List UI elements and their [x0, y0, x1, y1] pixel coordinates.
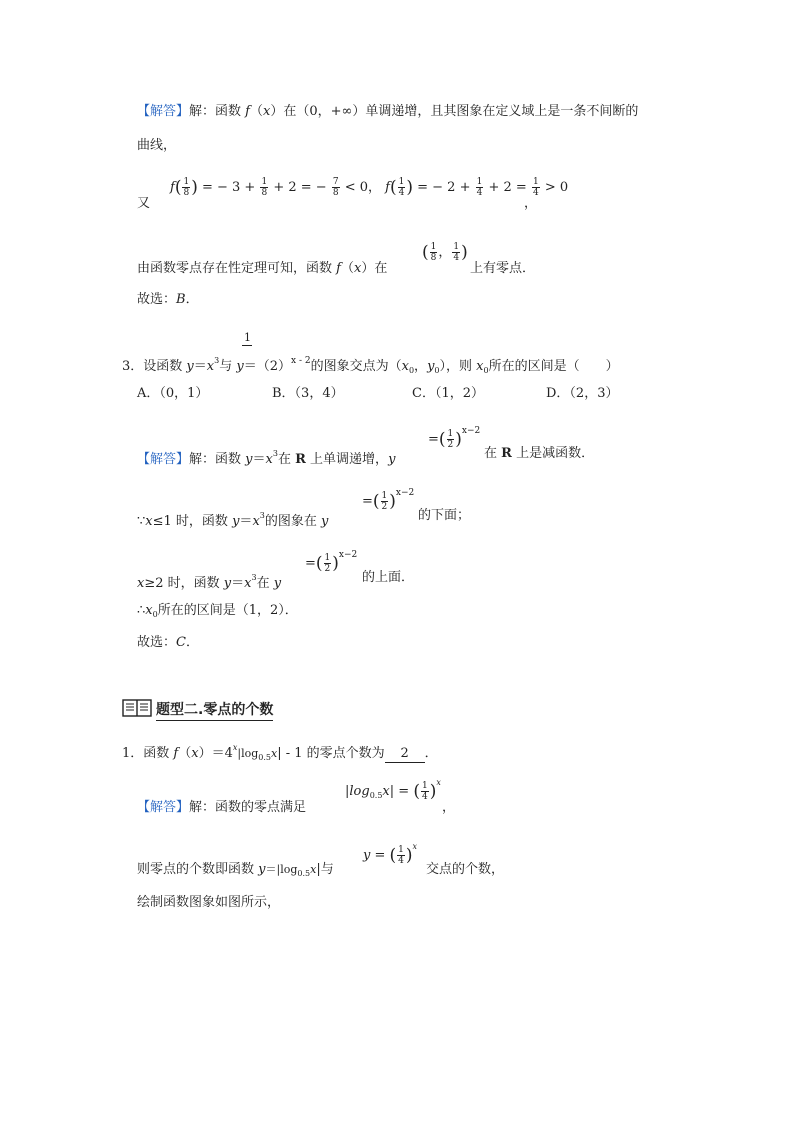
choice-line: 故选：C． — [137, 635, 199, 650]
solution3-line-3: x≥2 时，函数 $y=x^3$在 y — [137, 573, 282, 591]
half-power-expression: =( $\frac{1}{2}$ )$^{x-2}$ — [362, 488, 415, 512]
solution1-line-3: 绘制函数图象如图所示， — [137, 895, 281, 910]
solution1-line-2: 则零点的个数即函数 $y=|\log_{0.5}x|$与 — [137, 862, 334, 878]
solution3-line-4: $\therefore x_0$所在的区间是（1，2）． — [137, 603, 298, 619]
section-title: 题型二.零点的个数 — [156, 699, 273, 721]
answer-tag: 【解答】 — [137, 452, 190, 467]
question-3: 3．设函数 $y=x^3$与 $y=(2)^{x - 2}$的图象交点为（$x_0$，$y_0$），则 $x_0$所在的区间是（ ） — [122, 356, 619, 375]
interval-expression: ( $\frac{1}{8}$ ， $\frac{1}{4}$ ) — [422, 242, 468, 263]
fraction-bar — [242, 345, 252, 346]
option-a: A．（0，1） — [137, 386, 209, 401]
solution1-line-2-end: 交点的个数， — [426, 862, 505, 877]
half-power-expression: =( $\frac{1}{2}$ )$^{x-2}$ — [305, 550, 358, 574]
exponent-numerator: 1 — [244, 331, 251, 344]
answer-blank: 2 — [385, 746, 425, 763]
equation-f-eighth: f( $\frac{1}{8}$ ) = − 3 + $\frac{1}{8}$ + 2 = − $\frac{7}{8}$ < 0， f( $\frac{1}{4}$ ) = − 2 + $\frac{1}{4}$ + 2 = $\frac{1}{4}$ > 0 — [170, 177, 569, 198]
quarter-power-expression: y = ( $\frac{1}{4}$ )$^x$ — [363, 842, 418, 866]
answer-tag: 【解答】 — [137, 104, 190, 119]
section-heading — [122, 698, 273, 722]
option-c: C．（1，2） — [412, 386, 484, 401]
solution1-line-1: 【解答】解：函数的零点满足 — [137, 800, 307, 815]
solution-line-4: 由函数零点存在性定理可知，函数 f（x）在 — [137, 261, 388, 276]
solution3-line-2: ∵x≤1 时，函数 $y=x^3$的图象在 y — [137, 511, 329, 529]
solution3-line-2-end: 的下面； — [418, 508, 471, 523]
solution-line-4-end: 上有零点． — [470, 261, 536, 276]
option-d: D．（2，3） — [546, 386, 619, 401]
option-b: B．（3，4） — [272, 386, 344, 401]
answer-tag: 【解答】 — [137, 800, 190, 815]
solution-line-1: 【解答】解：函数 f（x）在（0，+∞）单调递增，且其图象在定义域上是一条不间断的 — [137, 104, 639, 119]
question-1: 1．函数 $f(x)=4^x|\log_{0.5}x| - 1$ 的零点个数为 2 ． — [122, 743, 438, 762]
solution3-line-1-end: 在 R 上是减函数． — [484, 446, 595, 461]
half-power-expression: =( $\frac{1}{2}$ )$^{x-2}$ — [428, 426, 481, 450]
solution3-line-1: 【解答】解：函数 $y=x^3$在 R 上单调递增，y — [137, 449, 396, 467]
solution3-line-3-end: 的上面． — [362, 570, 415, 585]
comma: ， — [442, 800, 456, 815]
log-equation: $|\log_{0.5}x|$ = ( $\frac{1}{4}$ )$^x$ — [345, 778, 441, 802]
book-icon — [122, 698, 152, 722]
choice-line: 故选：B． — [137, 292, 199, 307]
comma: ， — [524, 196, 538, 211]
you-label: 又 — [137, 196, 151, 211]
solution-line-2: 曲线， — [137, 138, 177, 153]
